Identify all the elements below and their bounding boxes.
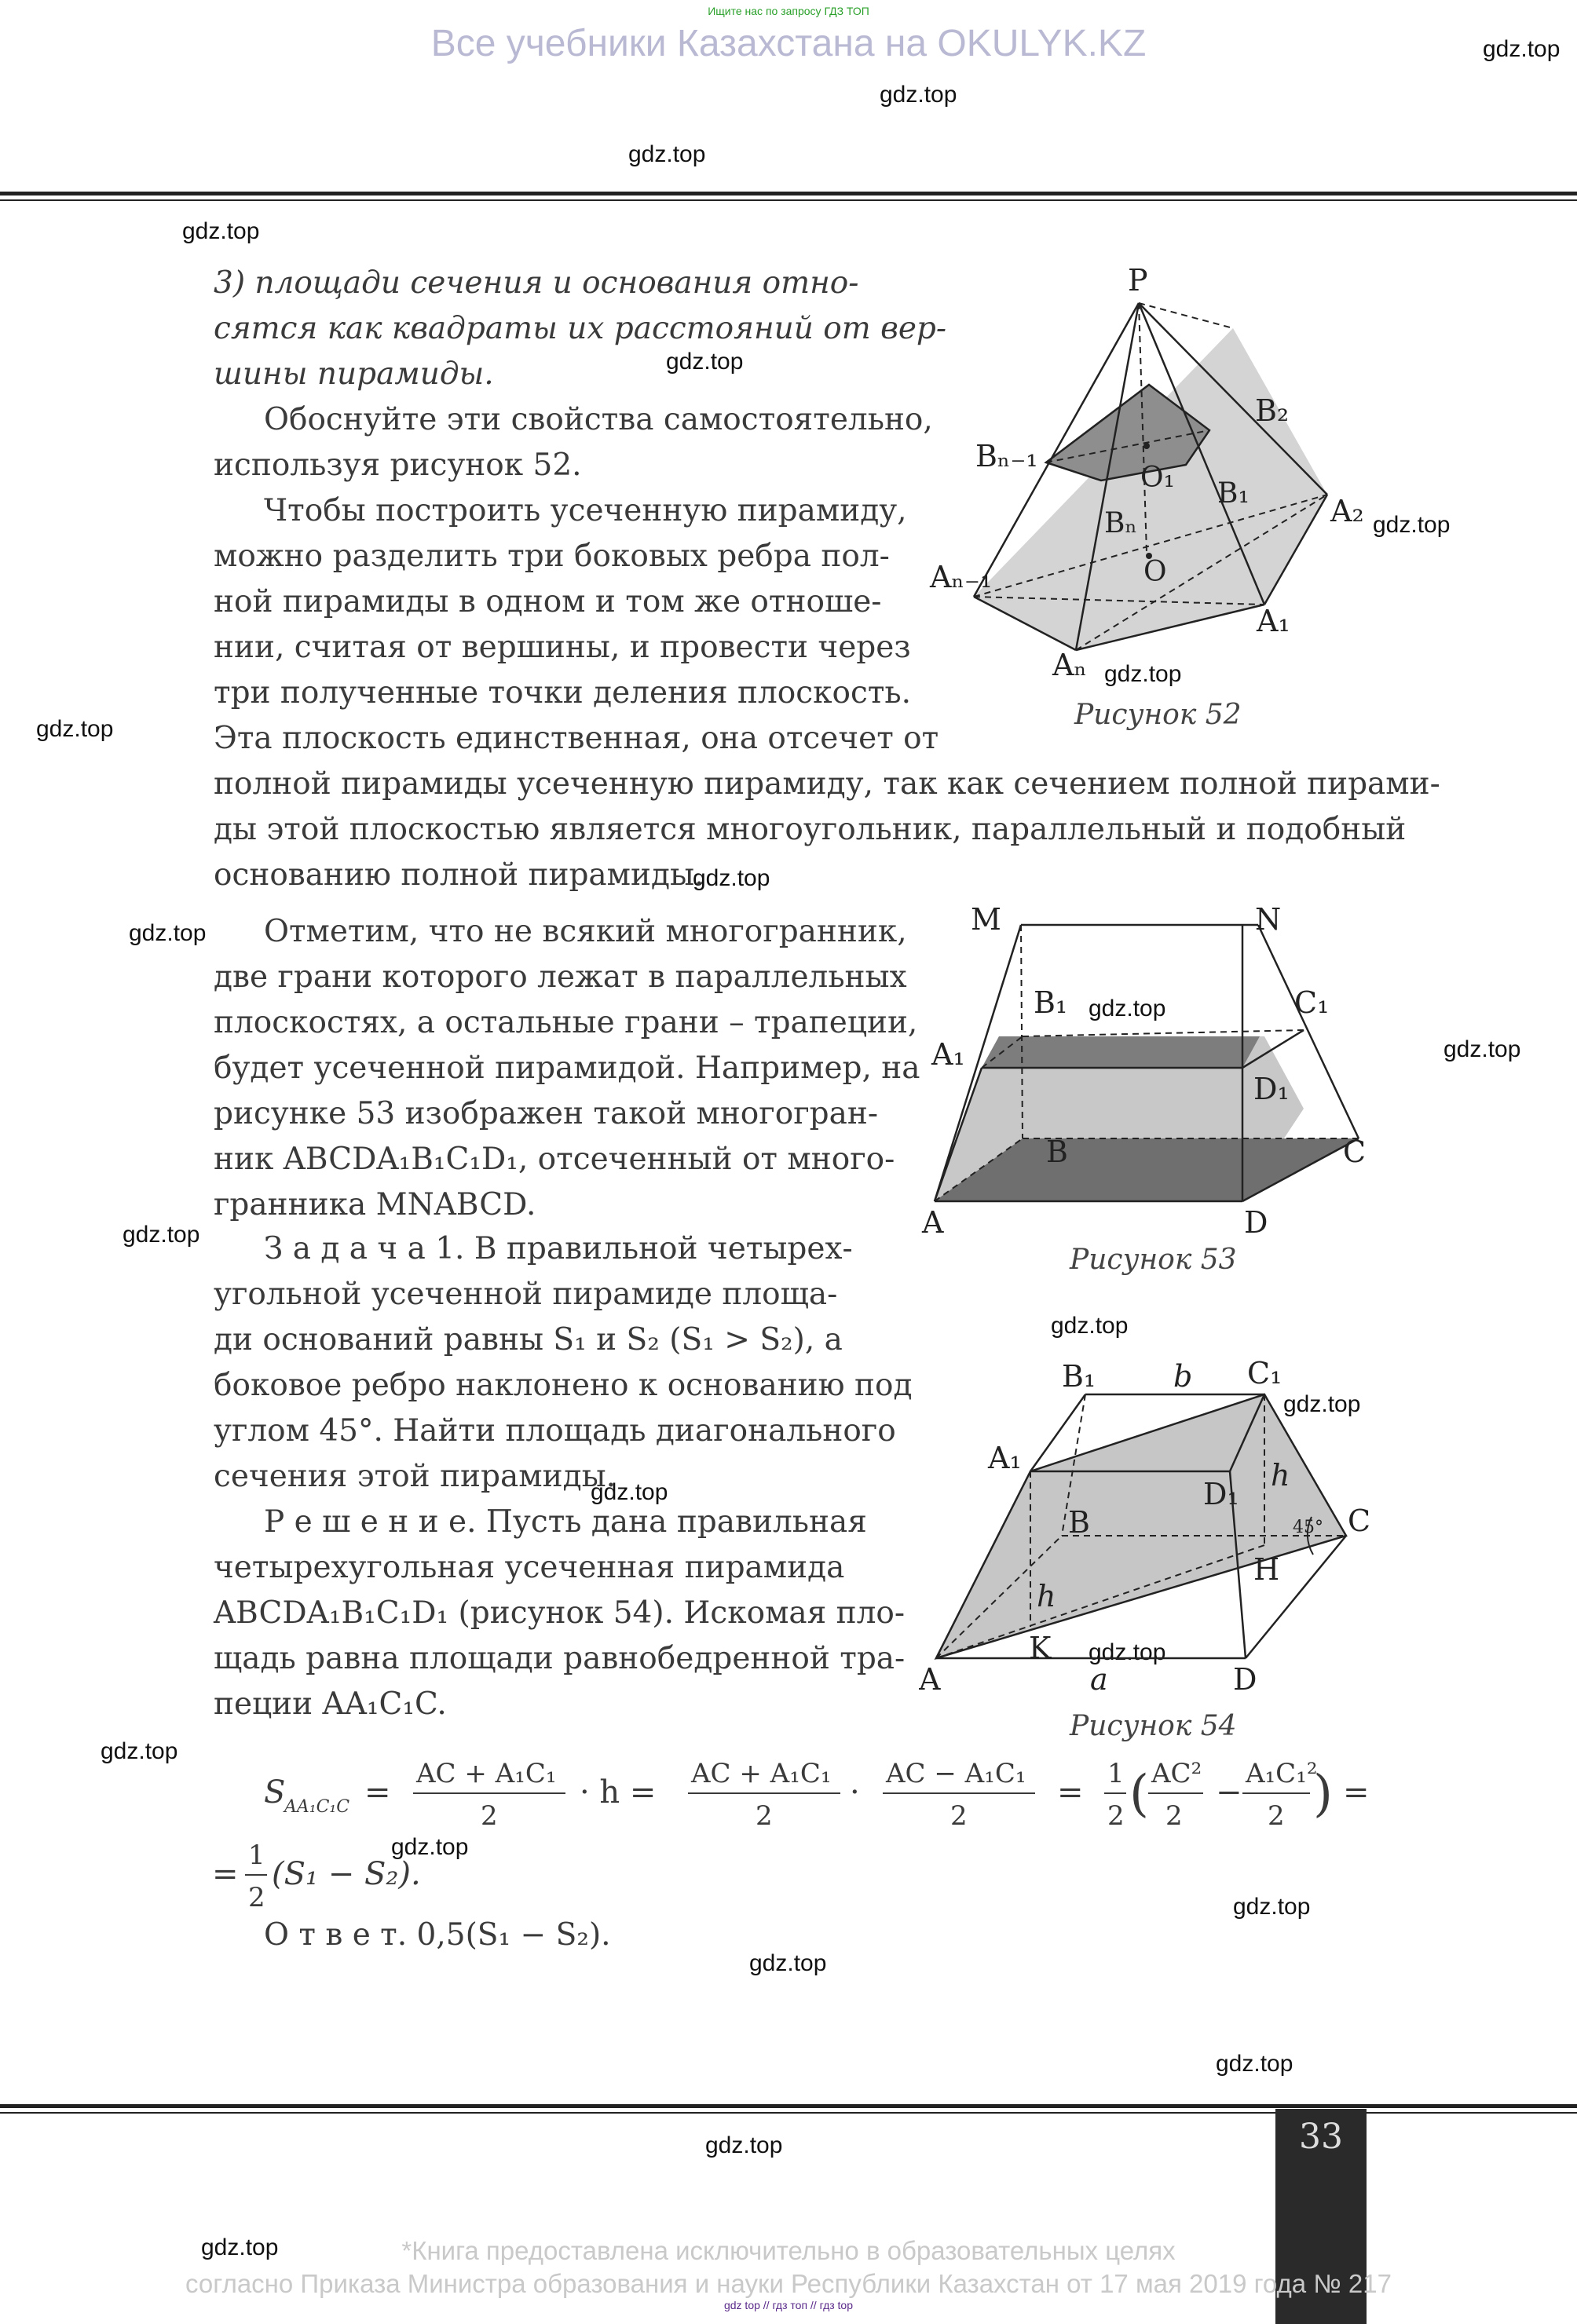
task-1 — [214, 1226, 913, 1500]
header-rule-thin — [0, 199, 1577, 201]
formula-token: AC − A₁C₁ — [886, 1758, 1026, 1789]
watermark: gdz.top — [391, 1834, 469, 1860]
figure-54-caption: Рисунок 54 — [1070, 1710, 1237, 1742]
text-line: рисунке 53 изображен такой многогран- — [214, 1096, 879, 1131]
fig54-label: 45° — [1293, 1518, 1323, 1537]
text-line: Чтобы построить усеченную пирамиду, — [264, 493, 907, 528]
text-line: Обоснуйте эти свойства самостоятельно, — [264, 402, 933, 437]
text-line: плоскостях, а остальные грани – трапеции, — [214, 1005, 918, 1040]
answer: О т в е т. 0,5(S₁ − S₂). — [264, 1917, 611, 1953]
fig53-edge-hidden — [1023, 1030, 1304, 1036]
fig52-label: B₁ — [1217, 477, 1250, 510]
formula-token: − — [1216, 1774, 1242, 1811]
fig54-label: C — [1348, 1504, 1371, 1538]
text-line: щадь равна площади равнобедренной тра- — [214, 1641, 906, 1676]
fig52-label: Aₙ₋₁ — [930, 560, 993, 594]
text-line: будет усеченной пирамидой. Например, на — [214, 1051, 920, 1086]
fig54-label: A — [919, 1662, 941, 1697]
watermark: gdz.top — [129, 920, 207, 946]
formula-token: 2 — [950, 1800, 968, 1832]
text-line: сятся как квадраты их расстояний от вер- — [214, 311, 947, 346]
formula-area — [209, 1751, 1387, 1924]
fig53-label: D — [1244, 1205, 1268, 1240]
top-search-note: Ищите нас по запросу ГДЗ ТОП — [708, 5, 869, 17]
paren-close: ) — [1313, 1765, 1333, 1823]
watermark: gdz.top — [628, 141, 706, 167]
fig54-label: h — [1037, 1579, 1056, 1613]
fig52-label: Bₙ — [1104, 507, 1138, 539]
formula-token: 2 — [756, 1800, 773, 1832]
text-line: можно разделить три боковых ребра пол- — [214, 539, 890, 574]
fig53-label: D₁ — [1253, 1072, 1290, 1106]
figure-52-caption: Рисунок 52 — [1074, 699, 1242, 731]
text-line: ды этой плоскостью является многоугольник, параллельный и подобный — [214, 812, 1407, 847]
figure-53 — [919, 903, 1390, 1241]
paren-open: ( — [1129, 1765, 1149, 1823]
watermark: gdz.top — [591, 1479, 668, 1505]
fig54-section-trapezoid — [936, 1394, 1346, 1658]
formula-token: AC² — [1151, 1758, 1202, 1789]
watermark: gdz.top — [1283, 1391, 1361, 1417]
fig53-label: C₁ — [1294, 985, 1330, 1020]
text-line: З а д а ч а 1. В правильной четырех- — [264, 1231, 853, 1266]
fig52-label: B₂ — [1255, 393, 1290, 428]
formula-token: = — [1057, 1774, 1084, 1811]
fig54-label: B₁ — [1062, 1359, 1096, 1394]
formula-token: 2 — [248, 1882, 265, 1913]
footer-line-1: *Книга предоставлена исключительно в образовательных целях — [401, 2236, 1176, 2265]
watermark: gdz.top — [1104, 661, 1182, 687]
text-line: три полученные точки деления плоскость. — [214, 675, 912, 711]
watermark: gdz.top — [880, 82, 957, 108]
text-line: боковое ребро наклонено к основанию под — [214, 1368, 913, 1403]
solution — [214, 1500, 905, 1727]
watermark: gdz.top — [1483, 36, 1561, 62]
watermark: gdz.top — [666, 349, 744, 375]
watermark: gdz.top — [1233, 1894, 1311, 1920]
watermark: gdz.top — [1443, 1036, 1521, 1062]
fig52-label: O — [1143, 556, 1167, 588]
footer-rule-thick — [0, 2104, 1577, 2108]
watermark: gdz.top — [201, 2234, 279, 2260]
fig54-label: b — [1173, 1359, 1193, 1394]
watermark: gdz.top — [1051, 1313, 1129, 1339]
watermark: gdz.top — [1373, 512, 1451, 538]
fig53-label: B₁ — [1034, 985, 1068, 1020]
formula-token: (S₁ − S₂). — [272, 1856, 421, 1892]
fig54-label: h — [1271, 1458, 1290, 1493]
fig52-label: Bₙ₋₁ — [975, 439, 1038, 473]
text-line: угольной усеченной пирамиде площа- — [214, 1277, 838, 1312]
fig52-label: A₂ — [1330, 494, 1364, 528]
watermark: gdz.top — [36, 716, 114, 742]
fig52-label: A₁ — [1257, 604, 1290, 638]
text-line: полной пирамиды усеченную пирамиду, так как сечением полной пирами- — [214, 766, 1440, 802]
text-line: ABCDA₁B₁C₁D₁ (рисунок 54). Искомая пло- — [214, 1595, 906, 1631]
fig54-label: D — [1233, 1662, 1257, 1697]
formula-token: · h = — [580, 1774, 657, 1811]
formula-token: 2 — [1165, 1800, 1183, 1832]
fig52-label: O₁ — [1140, 462, 1175, 494]
watermark: gdz.top — [182, 218, 260, 244]
text-line: гранника MNABCD. — [214, 1187, 536, 1222]
formula-token: A₁C₁² — [1246, 1758, 1318, 1789]
watermark: gdz.top — [1216, 2051, 1293, 2077]
watermark: gdz.top — [693, 865, 770, 891]
text-line: две грани которого лежат в параллельных — [214, 959, 907, 995]
watermark: gdz.top — [705, 2132, 783, 2158]
fig52-point-o1 — [1143, 443, 1150, 449]
footer-line-2: согласно Приказа Министра образования и науки Республики Казахстан от 17 мая 2019 года № 217 — [185, 2269, 1392, 2298]
fig54-label: A₁ — [988, 1441, 1022, 1475]
paragraph-note — [214, 909, 920, 1228]
formula-token: 2 — [1107, 1800, 1125, 1832]
formula-token: 2 — [1268, 1800, 1285, 1832]
text-line: нии, считая от вершины, и провести через — [214, 630, 911, 665]
fig54-label: a — [1090, 1662, 1108, 1697]
fig52-label: P — [1128, 263, 1148, 298]
fig52-label: Aₙ — [1052, 648, 1087, 682]
fig53-label: A — [922, 1205, 944, 1240]
figure-52 — [927, 259, 1414, 683]
fig54-label: K — [1029, 1631, 1052, 1665]
figure-54 — [919, 1350, 1390, 1704]
text-line: Эта плоскость единственная, она отсечет от — [214, 721, 939, 756]
formula-token: 1 — [248, 1840, 265, 1871]
figure-53-caption: Рисунок 53 — [1070, 1244, 1237, 1276]
fig52-edge-hidden — [1139, 303, 1233, 328]
site-title[interactable]: Все учебники Казахстана на OKULYK.KZ — [430, 23, 1147, 64]
formula-token: = — [1343, 1774, 1370, 1811]
text-line: ник ABCDA₁B₁C₁D₁, отсеченный от много- — [214, 1142, 895, 1177]
formula-token: 1 — [1107, 1758, 1125, 1789]
fig54-label: C₁ — [1247, 1356, 1282, 1390]
formula-token: · — [850, 1774, 860, 1811]
text-line: пеции AA₁C₁C. — [214, 1686, 447, 1722]
page-number: 33 — [1299, 2117, 1343, 2157]
text-line: ди оснований равны S₁ и S₂ (S₁ > S₂), а — [214, 1322, 843, 1357]
text-line: углом 45°. Найти площадь диагонального — [214, 1413, 896, 1449]
formula-token: = — [212, 1856, 239, 1892]
formula-s: S — [264, 1774, 286, 1811]
text-line: 3) площади сечения и основания отно- — [214, 265, 859, 301]
fig54-label: H — [1253, 1552, 1280, 1587]
formula-token: AC + A₁C₁ — [691, 1758, 832, 1789]
watermark: gdz.top — [123, 1222, 200, 1248]
paragraph-justify — [214, 397, 933, 488]
text-line: Р е ш е н и е. Пусть дана правильная — [264, 1504, 867, 1540]
formula-token: AC + A₁C₁ — [416, 1758, 557, 1789]
text-line: основанию полной пирамиды. — [214, 857, 704, 893]
fig53-label: C — [1343, 1135, 1367, 1169]
footer-small-links[interactable]: gdz top // гдз топ // гдз top — [723, 2299, 854, 2311]
watermark: gdz.top — [1089, 1639, 1166, 1665]
fig53-label: B — [1046, 1135, 1068, 1169]
fig53-label: A₁ — [931, 1037, 965, 1072]
watermark: gdz.top — [101, 1738, 178, 1764]
formula-s-sub: AA₁C₁C — [284, 1797, 350, 1817]
paragraph-property-3 — [214, 261, 946, 397]
formula-token: 2 — [481, 1800, 498, 1832]
text-line: Отметим, что не всякий многогранник, — [264, 914, 907, 949]
watermark: gdz.top — [1089, 996, 1166, 1021]
header-rule-thick — [0, 192, 1577, 195]
formula-token: = — [364, 1774, 391, 1811]
watermark: gdz.top — [749, 1950, 827, 1976]
fig53-top-section — [982, 1036, 1260, 1068]
text-line: используя рисунок 52. — [214, 448, 582, 483]
text-line: сечения этой пирамиды. — [214, 1459, 617, 1494]
fig53-label: M — [971, 903, 1001, 937]
text-line: ной пирамиды в одном и том же отноше- — [214, 584, 882, 619]
text-line: четырехугольная усеченная пирамида — [214, 1550, 845, 1585]
fig53-label: N — [1255, 903, 1282, 937]
fig54-label: B — [1068, 1505, 1090, 1540]
text-line: шины пирамиды. — [214, 356, 494, 392]
fig54-label: D₁ — [1203, 1477, 1239, 1511]
